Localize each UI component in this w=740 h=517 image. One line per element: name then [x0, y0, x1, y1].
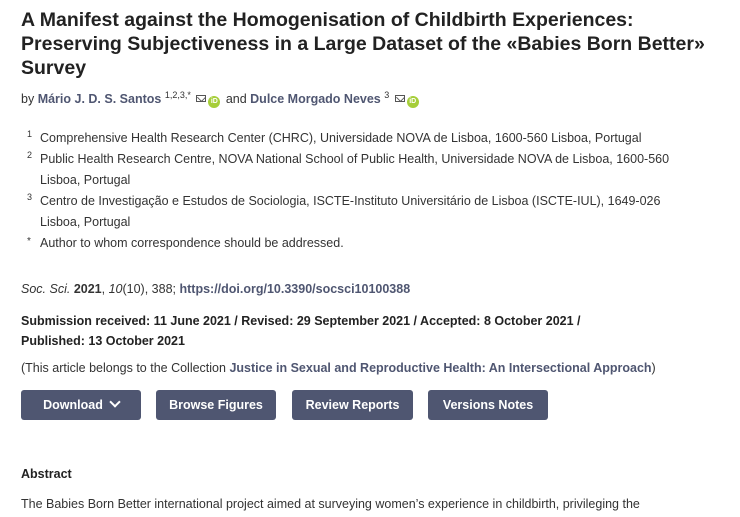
affiliation-item: [21, 233, 721, 254]
browse-figures-button[interactable]: Browse Figures: [156, 390, 276, 420]
author-affil-sup: 3: [384, 90, 390, 100]
orcid-icon[interactable]: iD: [407, 96, 419, 108]
affiliations-list: [21, 128, 721, 254]
abstract-text: The Babies Born Better international project aimed at surveying women’s experience in childbirth, privileging the: [21, 497, 640, 511]
dates-line-1: Submission received: 11 June 2021 / Revised: 29 September 2021 / Accepted: 8 October 2021 /: [21, 314, 581, 328]
mail-icon[interactable]: [395, 95, 405, 102]
citation-volume: 10: [108, 282, 123, 296]
affiliation-item: [21, 191, 721, 233]
collection-prefix: (This article belongs to the Collection: [21, 361, 226, 375]
doi-link[interactable]: https://doi.org/10.3390/socsci10100388: [179, 282, 411, 296]
dates-line-2: Published: 13 October 2021: [21, 334, 185, 348]
collection-note: [21, 361, 656, 375]
affiliation-text: Comprehensive Health Research Center (CHRC), Universidade NOVA de Lisboa, 1600-560 Lisboa, Portugal: [40, 131, 642, 145]
orcid-icon[interactable]: iD: [208, 96, 220, 108]
collection-link[interactable]: Justice in Sexual and Reproductive Health: An Intersectional Approach: [229, 361, 652, 375]
affiliation-text: Public Health Research Centre, NOVA National School of Public Health, Universidade NOVA de Lisboa, 1600-560: [40, 152, 670, 166]
publication-dates: [21, 311, 641, 351]
citation-issue: (10), 388;: [122, 282, 176, 296]
affiliation-item: [21, 128, 721, 149]
affiliation-text-cont: Lisboa, Portugal: [40, 215, 131, 229]
affiliation-text-cont: Lisboa, Portugal: [40, 173, 131, 187]
download-button[interactable]: [21, 390, 141, 420]
citation-year: 2021: [73, 282, 102, 296]
collection-suffix: ): [651, 361, 656, 375]
journal-name: Soc. Sci.: [21, 282, 71, 296]
and-label: and: [225, 92, 247, 106]
affiliation-star: *: [27, 236, 31, 247]
chevron-down-icon: [109, 396, 120, 407]
versions-notes-button[interactable]: Versions Notes: [428, 390, 548, 420]
review-reports-button[interactable]: Review Reports: [292, 390, 413, 420]
affiliation-number: 1: [27, 129, 33, 139]
author-link-neves[interactable]: Dulce Morgado Neves: [250, 92, 381, 106]
affiliation-item: [21, 149, 721, 191]
affiliation-number: 3: [27, 192, 33, 202]
affiliation-text: Centro de Investigação e Estudos de Sociologia, ISCTE-Instituto Universitário de Lisboa (ISCTE-IUL), 1649-026: [40, 194, 661, 208]
article-title: A Manifest against the Homogenisation of Childbirth Experiences: Preserving Subjectiveness in a Large Dataset of the «Babies Born Better» Survey: [21, 9, 705, 79]
by-label: by: [21, 92, 35, 106]
citation-line: Soc. Sci. 2021, 10(10), 388; https://doi.org/10.3390/socsci10100388: [21, 282, 411, 296]
affiliation-text: Author to whom correspondence should be addressed.: [40, 236, 344, 250]
author-link-santos[interactable]: Mário J. D. S. Santos: [37, 92, 162, 106]
author-affil-sup: 1,2,3,*: [164, 90, 191, 100]
mail-icon[interactable]: [196, 95, 206, 102]
download-label: Download: [43, 398, 103, 412]
abstract-heading: Abstract: [21, 467, 72, 481]
affiliation-number: 2: [27, 150, 33, 160]
author-line: [21, 90, 421, 108]
